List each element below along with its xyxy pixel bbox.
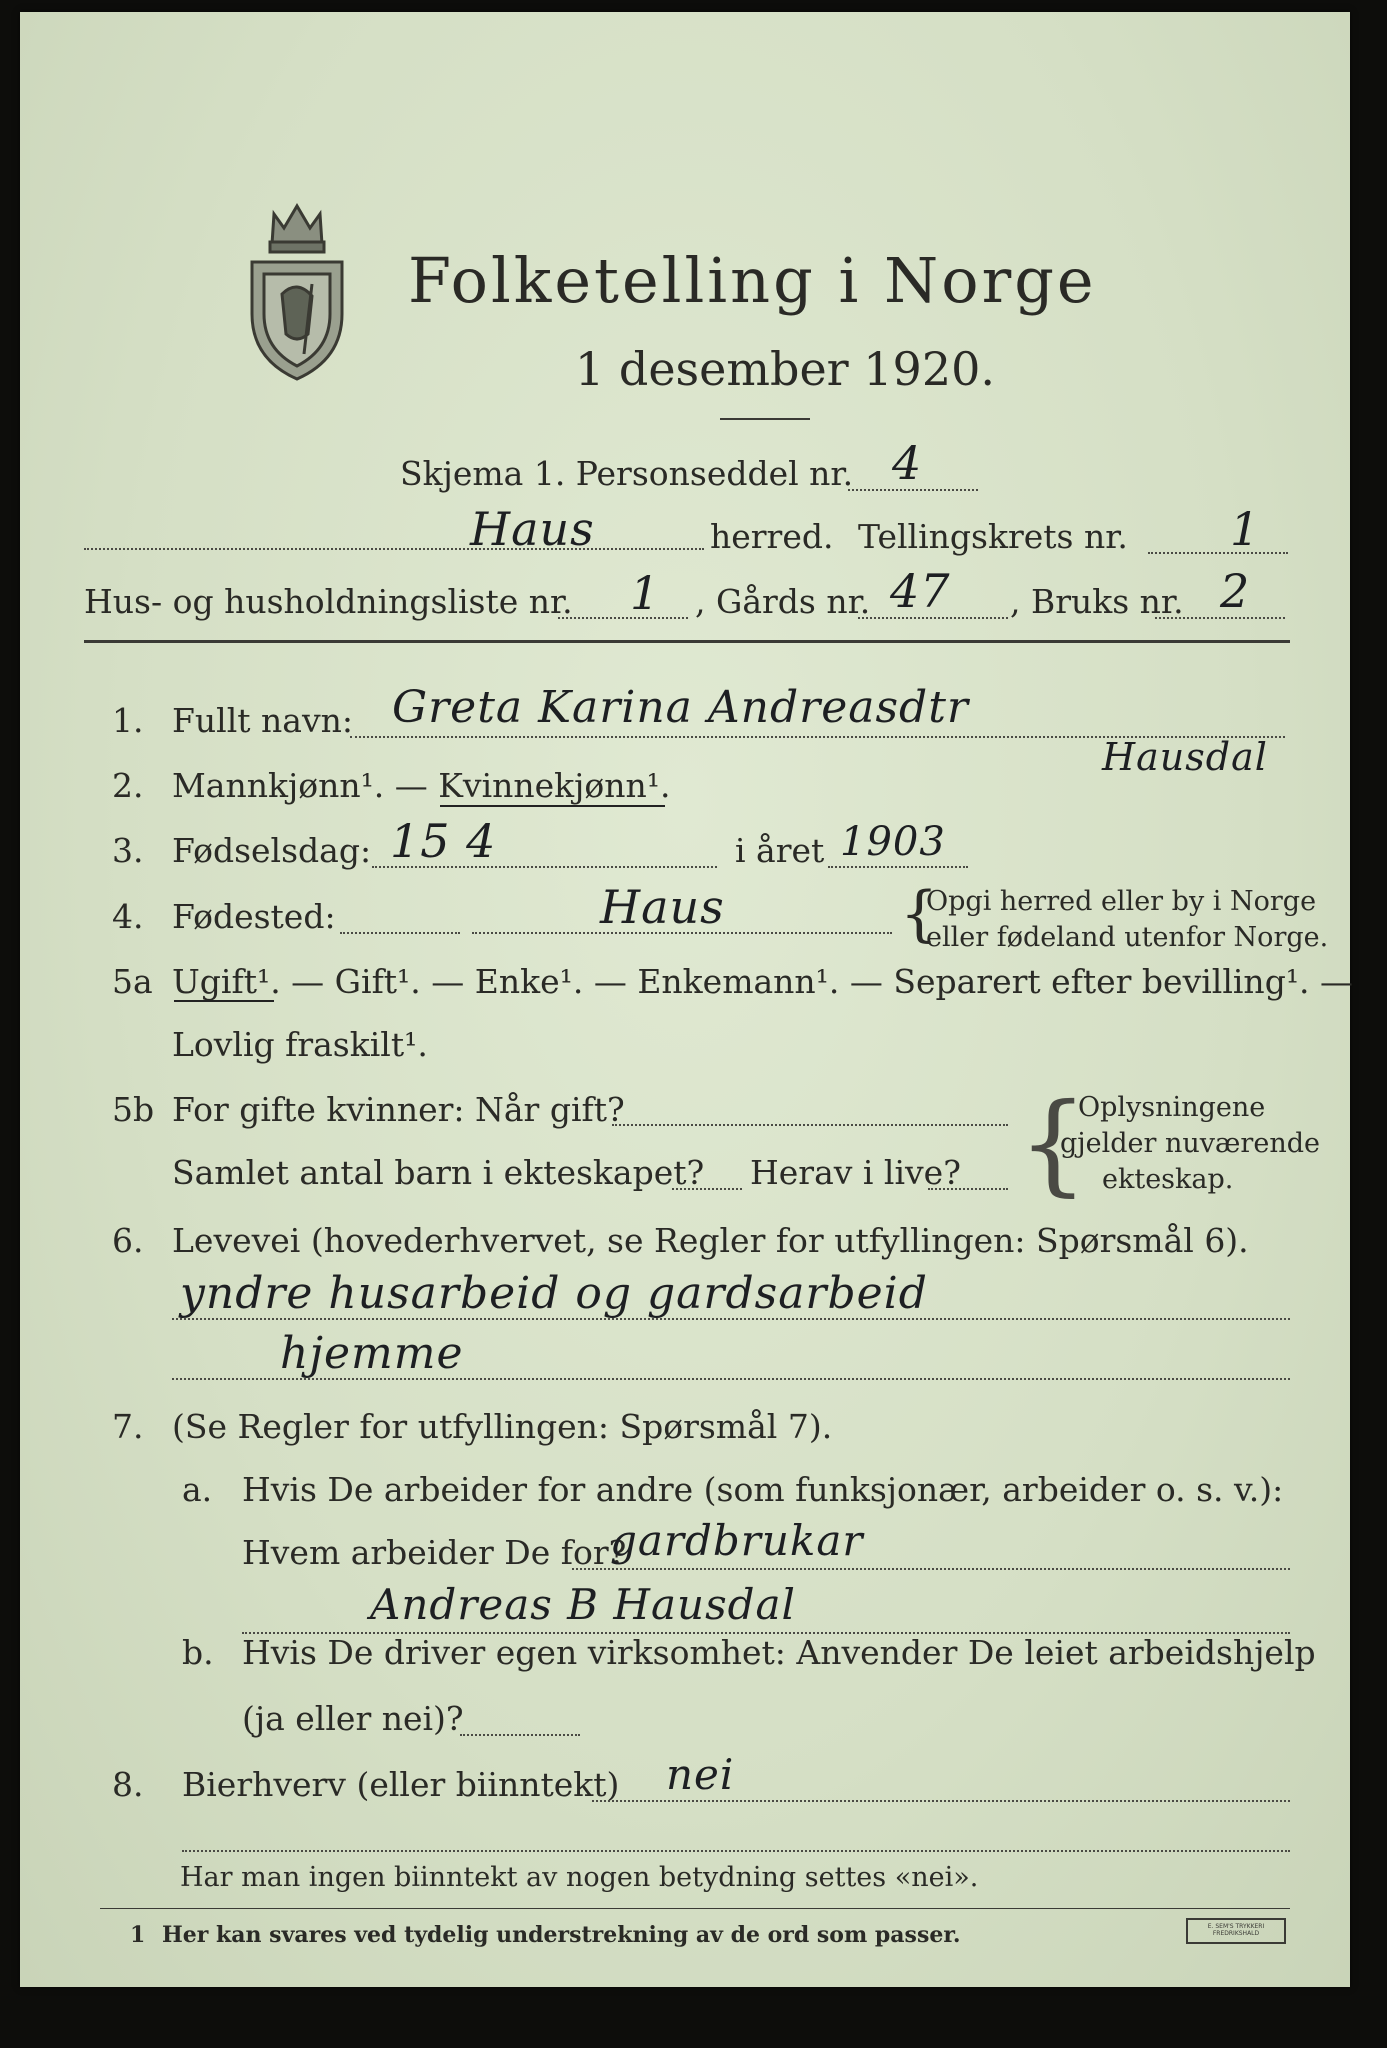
herred-value: Haus	[470, 502, 595, 556]
q5b-brace: {	[1018, 1079, 1088, 1207]
q7b-label: Hvis De driver egen virksomhet: Anvender De leiet arbeidshjelp	[242, 1633, 1316, 1672]
q5b-married-line	[612, 1124, 1008, 1126]
form-title: Folketelling i Norge	[408, 244, 1097, 317]
q6-value-line2: hjemme	[280, 1328, 464, 1379]
tellingskrets-label: Tellingskrets nr.	[858, 517, 1128, 556]
bruks-label: , Bruks nr.	[1010, 582, 1184, 621]
q5b-children-line	[672, 1188, 742, 1190]
q5b-children-label: Samlet antal barn i ekteskapet?	[172, 1153, 705, 1192]
husliste-line	[558, 617, 688, 619]
footnote-marker: 1	[130, 1922, 146, 1948]
q8-line-1	[592, 1800, 1290, 1802]
q7a-employer-value2: Andreas B Hausdal	[370, 1580, 796, 1629]
tellingskrets-value: 1	[1230, 502, 1261, 556]
husliste-value: 1	[630, 566, 661, 620]
q3-value: 15 4	[390, 814, 497, 868]
q5b-label: For gifte kvinner: Når gift?	[172, 1090, 625, 1129]
footer-note: Har man ingen biinntekt av nogen betydning settes «nei».	[180, 1862, 979, 1893]
q2-number: 2.	[112, 766, 144, 805]
q5a-underline-mark	[174, 1000, 274, 1002]
q8-label: Bierhverv (eller biinntekt)	[182, 1765, 620, 1804]
header-divider	[84, 640, 1290, 643]
gards-label: , Gårds nr.	[695, 582, 871, 621]
q8-number: 8.	[112, 1765, 144, 1804]
q7a-number: a.	[182, 1470, 213, 1509]
q8-line-2	[182, 1850, 1290, 1852]
q1-number: 1.	[112, 701, 144, 740]
q7a-employer-value1: gardbrukar	[610, 1516, 864, 1565]
q5b-note-line1: Oplysningene	[1078, 1092, 1266, 1123]
q2-underline-mark	[440, 805, 665, 807]
q7-label: (Se Regler for utfyllingen: Spørsmål 7).	[172, 1407, 833, 1446]
q8-value: nei	[666, 1750, 735, 1799]
q5b-alive-label: Herav i live?	[750, 1153, 961, 1192]
q3-label: Fødselsdag:	[172, 831, 372, 870]
tellingskrets-line	[1148, 552, 1288, 554]
personseddel-value: 4	[892, 436, 923, 490]
q4-line-a	[340, 932, 460, 934]
gards-value: 47	[890, 564, 951, 618]
q5b-note-line2: gjelder nuværende	[1060, 1128, 1320, 1159]
q7b-line	[460, 1734, 580, 1736]
q5b-note-line3: ekteskap.	[1102, 1164, 1234, 1195]
q6-value-line1: yndre husarbeid og gardsarbeid	[180, 1268, 928, 1319]
bruks-value: 2	[1220, 564, 1251, 618]
q7b-number: b.	[182, 1633, 214, 1672]
q3-year-value: 1903	[840, 819, 946, 865]
q5a-label-continued: Lovlig fraskilt¹.	[172, 1025, 428, 1064]
q1-value: Greta Karina Andreasdtr	[392, 682, 969, 733]
q1-value-continued: Hausdal	[1102, 735, 1268, 779]
herred-line	[84, 548, 704, 550]
norway-coat-of-arms-icon	[242, 184, 352, 384]
q4-number: 4.	[112, 897, 144, 936]
q5a-number: 5a	[112, 962, 153, 1001]
q4-brace: {	[900, 879, 939, 949]
printer-stamp	[1186, 1918, 1286, 1944]
footer-divider	[100, 1908, 1290, 1909]
q5b-alive-line	[928, 1188, 1008, 1190]
schema-label: Skjema 1. Personseddel nr.	[400, 454, 854, 493]
q1-label: Fullt navn:	[172, 701, 353, 740]
form-date: 1 desember 1920.	[575, 342, 995, 396]
q6-number: 6.	[112, 1221, 144, 1260]
herred-label: herred.	[710, 517, 834, 556]
q7-number: 7.	[112, 1407, 144, 1446]
q3-year-label: i året	[735, 831, 825, 870]
q2-label: Mannkjønn¹. — Kvinnekjønn¹.	[172, 766, 671, 805]
q4-note-line2: eller fødeland utenfor Norge.	[926, 922, 1329, 953]
q6-label: Levevei (hovederhvervet, se Regler for utfyllingen: Spørsmål 6).	[172, 1221, 1249, 1260]
q4-note-line1: Opgi herred eller by i Norge	[926, 886, 1317, 917]
q5b-number: 5b	[112, 1090, 155, 1129]
title-divider	[720, 418, 810, 420]
q7a-employer-line-1	[572, 1568, 1290, 1570]
footnote-text: Her kan svares ved tydelig understrekning av de ord som passer.	[162, 1922, 961, 1948]
q4-value: Haus	[600, 880, 725, 934]
q3-number: 3.	[112, 831, 144, 870]
q4-label: Fødested:	[172, 897, 336, 936]
husliste-label: Hus- og husholdningsliste nr.	[84, 582, 573, 621]
q3-year-line	[828, 866, 968, 868]
q7a-label: Hvis De arbeider for andre (som funksjonær, arbeider o. s. v.):	[242, 1470, 1284, 1509]
q5a-label: Ugift¹. — Gift¹. — Enke¹. — Enkemann¹. — Separert efter bevilling¹. —	[172, 962, 1354, 1001]
q7a-employer-label: Hvem arbeider De for?	[242, 1533, 627, 1572]
census-form	[20, 12, 1354, 1987]
q7b-label-continued: (ja eller nei)?	[242, 1699, 464, 1738]
printer-stamp-text: E. SEM'S TRYKKERI FREDRIKSHALD	[1207, 1923, 1265, 1937]
